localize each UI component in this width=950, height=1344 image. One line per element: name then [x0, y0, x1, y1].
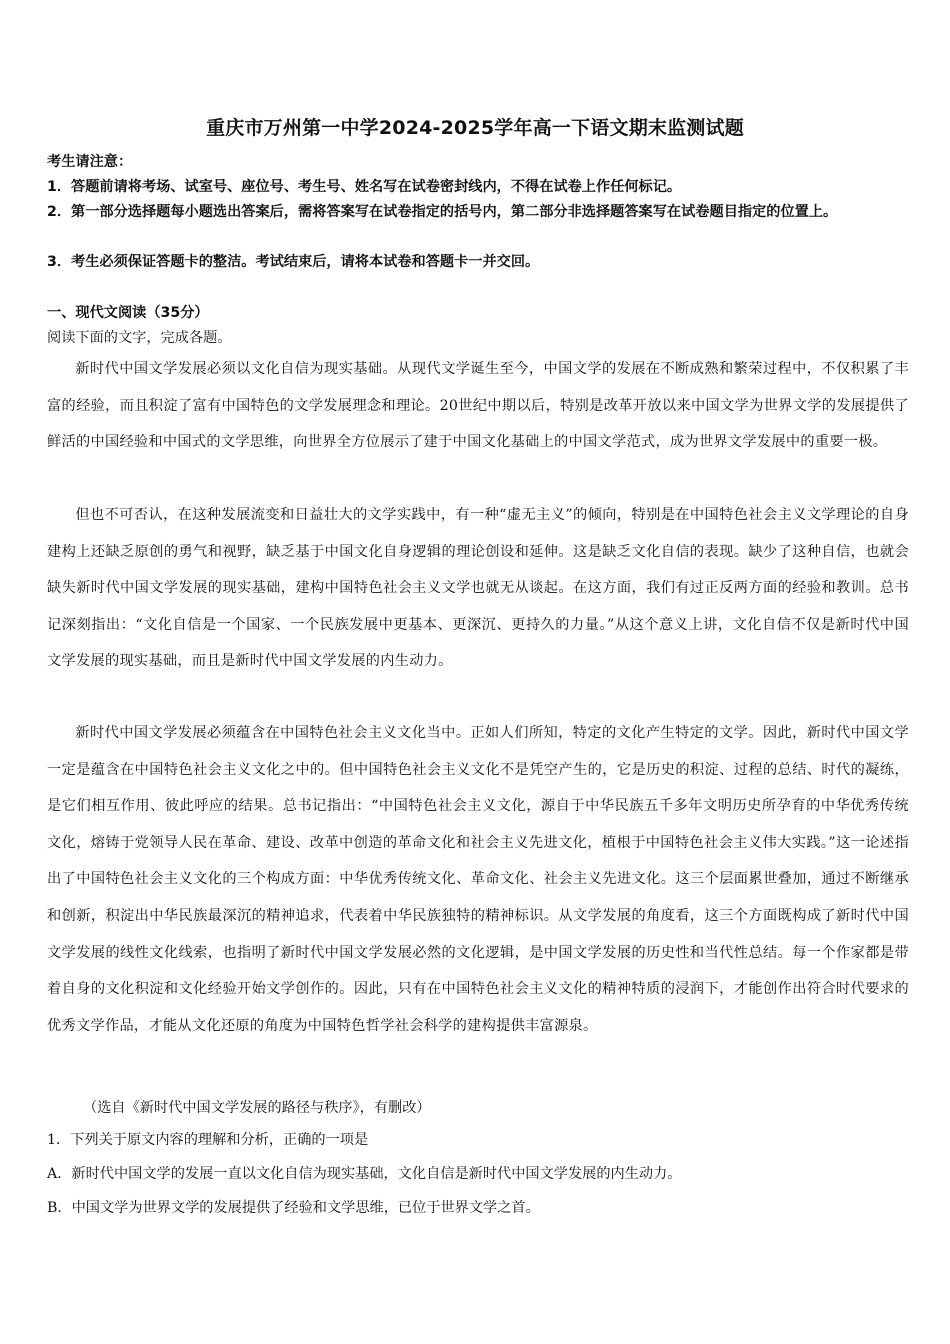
option-b: B．中国文学为世界文学的发展提供了经验和文学思维，已位于世界文学之首。: [47, 1200, 540, 1216]
notice-heading: 考生请注意：: [47, 154, 133, 170]
section-heading: 一、现代文阅读（35分）: [47, 305, 209, 321]
article-paragraph-1: 新时代中国文学发展必须以文化自信为现实基础。从现代文学诞生至今，中国文学的发展在不断成熟和繁荣过程中，不仅积累了丰富的经验，而且积淀了富有中国特色的文学发展理念和理论。20世纪中期以后，特别是改革开放以来中国文学为世界文学的发展提供了鲜活的中国经验和中国式的文学思维，向世界全方位展示了建于中国文化基础上的中国文学范式，成为世界文学发展中的重要一极。: [47, 361, 909, 451]
question-stem: 1．下列关于原文内容的理解和分析，正确的一项是: [47, 1132, 369, 1148]
notice-item-2: 2．第一部分选择题每小题选出答案后，需将答案写在试卷指定的括号内，第二部分非选择题答案写在试卷题目指定的位置上。: [47, 204, 838, 220]
option-a: A．新时代中国文学的发展一直以文化自信为现实基础，文化自信是新时代中国文学发展的内生动力。: [47, 1166, 682, 1182]
notice-item-3: 3．考生必须保证答题卡的整洁。考试结束后，请将本试卷和答题卡一并交回。: [47, 254, 540, 270]
article-paragraph-3: 新时代中国文学发展必须蕴含在中国特色社会主义文化当中。正如人们所知，特定的文化产生特定的文学。因此，新时代中国文学一定是蕴含在中国特色社会主义文化之中的。但中国特色社会主义文化不是凭空产生的，它是历史的积淀、过程的总结、时代的凝练，是它们相互作用、彼此呼应的结果。总书记指出：“中国特色社会主义文化，源自于中华民族五千多年文明历史所孕育的中华优秀传统文化，熔铸于党领导人民在革命、建设、改革中创造的革命文化和社会主义先进文化，植根于中国特色社会主义伟大实践。”这一论述指出了中国特色社会主义文化的三个构成方面：中华优秀传统文化、革命文化、社会主义先进文化。这三个层面累世叠加，通过不断继承和创新，积淀出中华民族最深沉的精神追求，代表着中华民族独特的精神标识。从文学发展的角度看，这三个方面既构成了新时代中国文学发展的线性文化线索，也指明了新时代中国文学发展必然的文化逻辑，是中国文学发展的历史性和当代性总结。每一个作家都是带着自身的文化积淀和文化经验开始文学创作的。因此，只有在中国特色社会主义文化的精神特质的浸润下，才能创作出符合时代要求的优秀文学作品，才能从文化还原的角度为中国特色哲学社会科学的建构提供丰富源泉。: [47, 725, 909, 1034]
section-instruction: 阅读下面的文字，完成各题。: [47, 330, 232, 346]
notice-item-1: 1．答题前请将考场、试室号、座位号、考生号、姓名写在试卷密封线内，不得在试卷上作任何标记。: [47, 179, 682, 195]
article-source: （选自《新时代中国文学发展的路径与秩序》，有删改）: [83, 1100, 431, 1116]
article-paragraph-2: 但也不可否认，在这种发展流变和日益壮大的文学实践中，有一种“虚无主义”的倾向，特别是在中国特色社会主义文学理论的自身建构上还缺乏原创的勇气和视野，缺乏基于中国文化自身逻辑的理论创设和延伸。这是缺乏文化自信的表现。缺少了这种自信，也就会缺失新时代中国文学发展的现实基础，建构中国特色社会主义文学也就无从谈起。在这方面，我们有过正反两方面的经验和教训。总书记深刻指出：“文化自信是一个国家、一个民族发展中更基本、更深沉、更持久的力量。”从这个意义上讲，文化自信不仅是新时代中国文学发展的现实基础，而且是新时代中国文学发展的内生动力。: [47, 507, 909, 670]
exam-title: 重庆市万州第一中学2024-2025学年高一下语文期末监测试题: [206, 117, 744, 139]
